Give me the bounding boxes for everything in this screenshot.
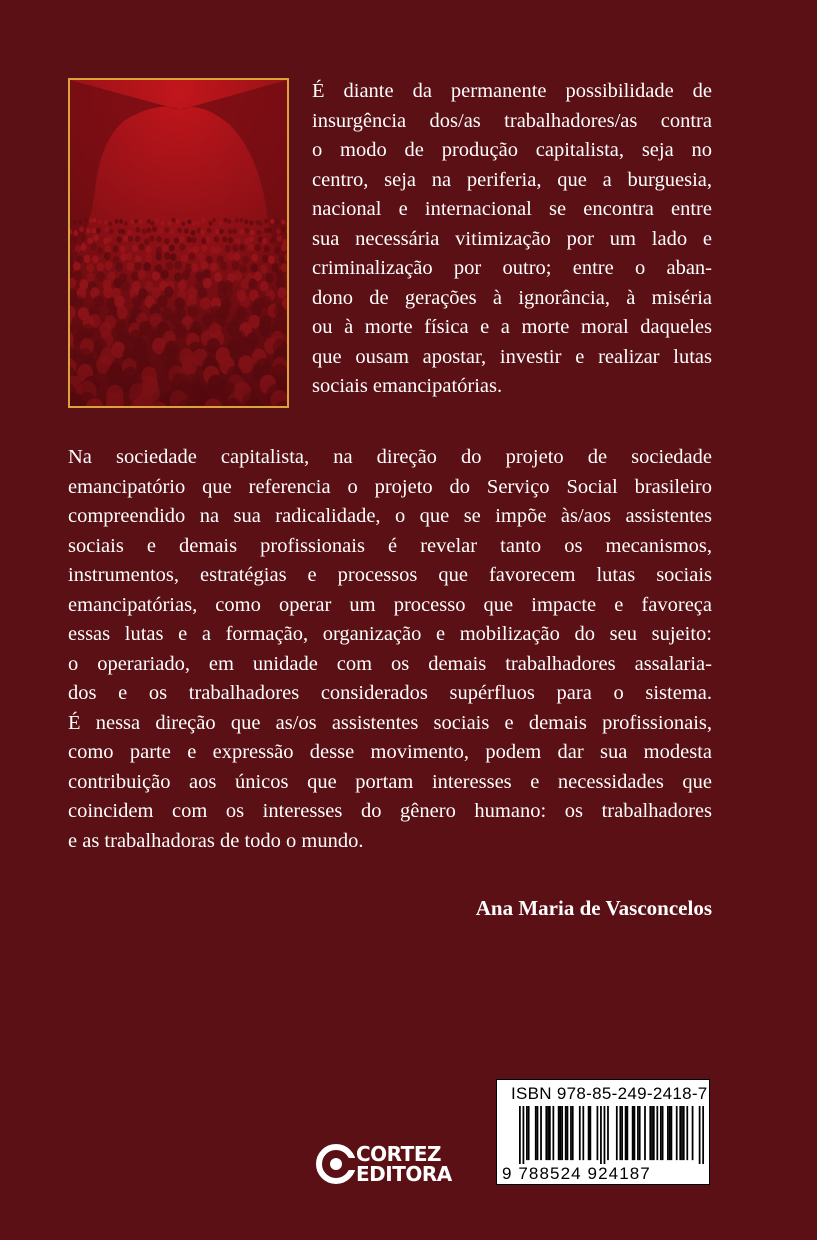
barcode-icon	[519, 1106, 705, 1164]
blurb-line: que ousam apostar, investir e realizar lutas	[312, 345, 712, 368]
publisher-name-line2: EDITORA	[356, 1162, 452, 1186]
blurb-line: ou à morte física e a morte moral daqueles	[312, 316, 712, 338]
main-text	[68, 443, 712, 856]
main-text-line: emancipatório que referencia o projeto do Serviço Social brasileiro	[68, 475, 712, 498]
blurb-line: insurgência dos/as trabalhadores/as contra	[312, 109, 712, 132]
blurb-line: o modo de produção capitalista, seja no	[312, 139, 712, 161]
publisher-logo	[316, 1142, 456, 1192]
blurb-line: centro, seja na periferia, que a burguesia,	[312, 168, 712, 191]
main-text-line: dos e os trabalhadores considerados supérfluos para o sistema.	[68, 682, 712, 704]
blurb-line: sua necessária vitimização por um lado e	[312, 227, 712, 250]
barcode-digits: 9 788524 924187	[502, 1164, 651, 1183]
main-text-line: instrumentos, estratégias e processos que favorecem lutas sociais	[68, 564, 712, 586]
author-name: Ana Maria de Vasconcelos	[475, 896, 712, 920]
cortez-logo-icon	[316, 1142, 360, 1186]
main-text-line: como parte e expressão desse movimento, podem dar sua modesta	[68, 741, 712, 763]
isbn-label: ISBN 978-85-249-2418-7	[511, 1084, 708, 1103]
blurb-line: nacional e internacional se encontra entre	[312, 198, 712, 220]
main-text-line: É nessa direção que as/os assistentes sociais e demais profissionais,	[68, 711, 712, 734]
main-text-line: Na sociedade capitalista, na direção do projeto de sociedade	[68, 446, 712, 468]
main-text-line: sociais e demais profissionais é revelar tanto os mecanismos,	[68, 534, 712, 557]
blurb-line: criminalização por outro; entre o aban-	[312, 257, 712, 279]
main-text-line: essas lutas e a formação, organização e mobilização do seu sujeito:	[68, 623, 712, 645]
isbn-barcode-box	[496, 1079, 710, 1185]
main-text-line: coincidem com os interesses do gênero humano: os trabalhadores	[68, 800, 712, 822]
main-text-line: o operariado, em unidade com os demais trabalhadores assalaria-	[68, 652, 712, 675]
blurb-text	[312, 77, 712, 402]
publisher-name-line1: CORTEZ	[356, 1142, 441, 1166]
blurb-line: sociais emancipatórias.	[312, 375, 503, 397]
main-text-line: contribuição aos únicos que portam interesses e necessidades que	[68, 770, 712, 793]
main-text-line: emancipatórias, como operar um processo que impacte e favoreça	[68, 593, 712, 616]
cover-photo-crowd	[68, 78, 289, 408]
main-text-line: e as trabalhadoras de todo o mundo.	[68, 829, 364, 852]
blurb-line: dono de gerações à ignorância, à miséria	[312, 286, 712, 309]
crowd-image	[70, 80, 287, 406]
blurb-line: É diante da permanente possibilidade de	[312, 80, 712, 102]
main-text-line: compreendido na sua radicalidade, o que se impõe às/aos assistentes	[68, 505, 712, 527]
